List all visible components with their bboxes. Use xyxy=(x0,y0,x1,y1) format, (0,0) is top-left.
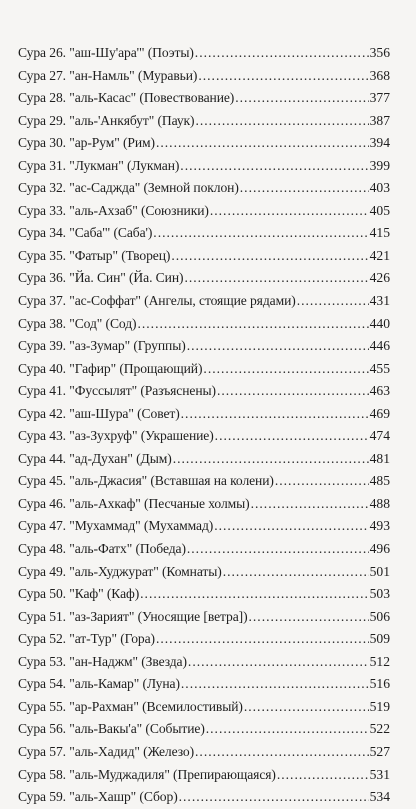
toc-entry-page-number: 519 xyxy=(369,698,390,714)
toc-entry xyxy=(18,741,390,764)
toc-entry-page-number: 509 xyxy=(369,631,390,647)
dot-leader xyxy=(249,606,369,629)
toc-entry-page-number: 516 xyxy=(369,676,390,692)
toc-entry-page-number: 387 xyxy=(369,112,390,128)
dot-leader xyxy=(210,200,369,223)
toc-entry xyxy=(18,132,390,155)
dot-leader xyxy=(203,358,368,381)
toc-entry-title: Сура 53. "ан-Наджм" (Звезда) xyxy=(18,653,187,669)
dot-leader xyxy=(184,267,368,290)
toc-entry-title: Сура 50. "Каф" (Каф) xyxy=(18,586,140,602)
toc-entry-page-number: 446 xyxy=(369,338,390,354)
toc-entry xyxy=(18,403,390,426)
toc-entry-title: Сура 54. "аль-Камар" (Луна) xyxy=(18,676,180,692)
toc-entry-page-number: 455 xyxy=(369,360,390,376)
toc-entry xyxy=(18,65,390,88)
toc-entry-title: Сура 46. "аль-Ахкаф" (Песчаные холмы) xyxy=(18,495,250,511)
dot-leader xyxy=(188,651,369,674)
toc-entry-title: Сура 47. "Мухаммад" (Мухаммад) xyxy=(18,518,214,534)
dot-leader xyxy=(215,425,369,448)
dot-leader xyxy=(277,764,369,787)
toc-entry-page-number: 534 xyxy=(369,789,390,805)
toc-entry-title: Сура 38. "Сод" (Сод) xyxy=(18,315,137,331)
toc-entry xyxy=(18,290,390,313)
toc-entry-title: Сура 43. "аз-Зухруф" (Украшение) xyxy=(18,428,214,444)
table-of-contents xyxy=(18,42,390,809)
toc-entry xyxy=(18,718,390,741)
toc-entry xyxy=(18,42,390,65)
toc-entry-title: Сура 32. "ас-Саджда" (Земной поклон) xyxy=(18,180,239,196)
dot-leader xyxy=(137,313,368,336)
toc-entry-page-number: 512 xyxy=(369,653,390,669)
toc-entry xyxy=(18,470,390,493)
dot-leader xyxy=(195,110,368,133)
dot-leader xyxy=(180,155,368,178)
toc-entry-page-number: 463 xyxy=(369,383,390,399)
toc-entry xyxy=(18,87,390,110)
dot-leader xyxy=(251,493,369,516)
toc-entry xyxy=(18,358,390,381)
toc-entry-title: Сура 52. "ат-Тур" (Гора) xyxy=(18,631,155,647)
toc-entry-page-number: 481 xyxy=(369,450,390,466)
toc-entry xyxy=(18,628,390,651)
toc-entry xyxy=(18,425,390,448)
toc-entry-page-number: 488 xyxy=(369,495,390,511)
toc-entry-title: Сура 42. "аш-Шура" (Совет) xyxy=(18,405,180,421)
dot-leader xyxy=(275,470,369,493)
toc-entry xyxy=(18,696,390,719)
toc-entry-page-number: 426 xyxy=(369,270,390,286)
toc-entry xyxy=(18,110,390,133)
toc-entry xyxy=(18,313,390,336)
toc-entry xyxy=(18,651,390,674)
toc-entry-title: Сура 28. "аль-Касас" (Повествование) xyxy=(18,90,235,106)
toc-entry xyxy=(18,448,390,471)
toc-entry-title: Сура 33. "аль-Ахзаб" (Союзники) xyxy=(18,202,209,218)
toc-entry-title: Сура 40. "Гафир" (Прощающий) xyxy=(18,360,203,376)
toc-entry-title: Сура 27. "ан-Намль" (Муравьи) xyxy=(18,67,198,83)
dot-leader xyxy=(187,335,369,358)
toc-entry-page-number: 405 xyxy=(369,202,390,218)
dot-leader xyxy=(195,42,369,65)
dot-leader xyxy=(195,741,369,764)
toc-entry-page-number: 394 xyxy=(369,135,390,151)
dot-leader xyxy=(198,65,368,88)
toc-entry-page-number: 506 xyxy=(369,608,390,624)
toc-entry-title: Сура 48. "аль-Фатх" (Победа) xyxy=(18,541,186,557)
toc-entry-page-number: 503 xyxy=(369,586,390,602)
toc-entry xyxy=(18,538,390,561)
toc-entry-page-number: 485 xyxy=(369,473,390,489)
toc-entry-page-number: 496 xyxy=(369,541,390,557)
dot-leader xyxy=(181,403,369,426)
toc-entry-page-number: 377 xyxy=(369,90,390,106)
toc-entry xyxy=(18,561,390,584)
toc-entry-title: Сура 45. "аль-Джасия" (Вставшая на колени) xyxy=(18,473,274,489)
toc-entry-title: Сура 35. "Фатыр" (Творец) xyxy=(18,247,171,263)
toc-entry-title: Сура 41. "Фуссылят" (Разъяснены) xyxy=(18,383,216,399)
toc-entry-page-number: 522 xyxy=(369,721,390,737)
dot-leader xyxy=(240,177,369,200)
toc-entry xyxy=(18,155,390,178)
toc-entry-page-number: 501 xyxy=(369,563,390,579)
toc-entry xyxy=(18,380,390,403)
toc-entry-title: Сура 59. "аль-Хашр" (Сбор) xyxy=(18,789,178,805)
toc-entry-title: Сура 31. "Лукман" (Лукман) xyxy=(18,157,180,173)
toc-entry-page-number: 403 xyxy=(369,180,390,196)
dot-leader xyxy=(206,718,369,741)
toc-entry xyxy=(18,177,390,200)
toc-entry xyxy=(18,583,390,606)
toc-entry-page-number: 356 xyxy=(369,45,390,60)
dot-leader xyxy=(173,448,369,471)
dot-leader xyxy=(244,696,369,719)
toc-entry xyxy=(18,493,390,516)
dot-leader xyxy=(214,515,368,538)
toc-entry-page-number: 368 xyxy=(369,67,390,83)
dot-leader xyxy=(223,561,369,584)
dot-leader xyxy=(153,222,368,245)
dot-leader xyxy=(179,786,369,809)
toc-entry-title: Сура 39. "аз-Зумар" (Группы) xyxy=(18,338,186,354)
dot-leader xyxy=(181,673,369,696)
toc-entry xyxy=(18,222,390,245)
dot-leader xyxy=(171,245,368,268)
toc-entry-page-number: 440 xyxy=(369,315,390,331)
toc-entry-title: Сура 34. "Саба'" (Саба') xyxy=(18,225,153,241)
toc-entry xyxy=(18,673,390,696)
toc-entry-title: Сура 26. "аш-Шу'ара'" (Поэты) xyxy=(18,45,194,60)
dot-leader xyxy=(140,583,368,606)
toc-entry-page-number: 493 xyxy=(369,518,390,534)
toc-entry xyxy=(18,764,390,787)
toc-entry-page-number: 431 xyxy=(369,293,390,309)
toc-entry-title: Сура 30. "ар-Рум" (Рим) xyxy=(18,135,155,151)
dot-leader xyxy=(297,290,369,313)
dot-leader xyxy=(156,132,369,155)
toc-entry xyxy=(18,606,390,629)
dot-leader xyxy=(156,628,369,651)
toc-entry-page-number: 474 xyxy=(369,428,390,444)
toc-entry-title: Сура 49. "аль-Худжурат" (Комнаты) xyxy=(18,563,222,579)
toc-entry-page-number: 527 xyxy=(369,743,390,759)
toc-entry-title: Сура 44. "ад-Духан" (Дым) xyxy=(18,450,172,466)
toc-entry-title: Сура 37. "ас-Соффат" (Ангелы, стоящие рядами) xyxy=(18,293,296,309)
toc-entry xyxy=(18,786,390,809)
toc-entry xyxy=(18,515,390,538)
toc-entry-title: Сура 56. "аль-Вакы'а" (Событие) xyxy=(18,721,205,737)
toc-entry xyxy=(18,267,390,290)
toc-entry-page-number: 469 xyxy=(369,405,390,421)
toc-entry-title: Сура 57. "аль-Хадид" (Железо) xyxy=(18,743,195,759)
toc-entry-title: Сура 36. "Йа. Син" (Йа. Син) xyxy=(18,270,184,286)
toc-entry-title: Сура 29. "аль-'Анкябут" (Паук) xyxy=(18,112,195,128)
toc-entry-page-number: 399 xyxy=(369,157,390,173)
dot-leader xyxy=(187,538,369,561)
toc-entry-title: Сура 58. "аль-Муджадиля" (Препирающаяся) xyxy=(18,766,276,782)
dot-leader xyxy=(217,380,369,403)
toc-entry xyxy=(18,245,390,268)
toc-entry-page-number: 531 xyxy=(369,766,390,782)
toc-entry-page-number: 415 xyxy=(369,225,390,241)
toc-entry-title: Сура 55. "ар-Рахман" (Всемилостивый) xyxy=(18,698,243,714)
toc-entry xyxy=(18,200,390,223)
toc-entry-title: Сура 51. "аз-Зарият" (Уносящие [ветра]) xyxy=(18,608,248,624)
toc-entry-page-number: 421 xyxy=(369,247,390,263)
toc-entry xyxy=(18,335,390,358)
dot-leader xyxy=(235,87,368,110)
